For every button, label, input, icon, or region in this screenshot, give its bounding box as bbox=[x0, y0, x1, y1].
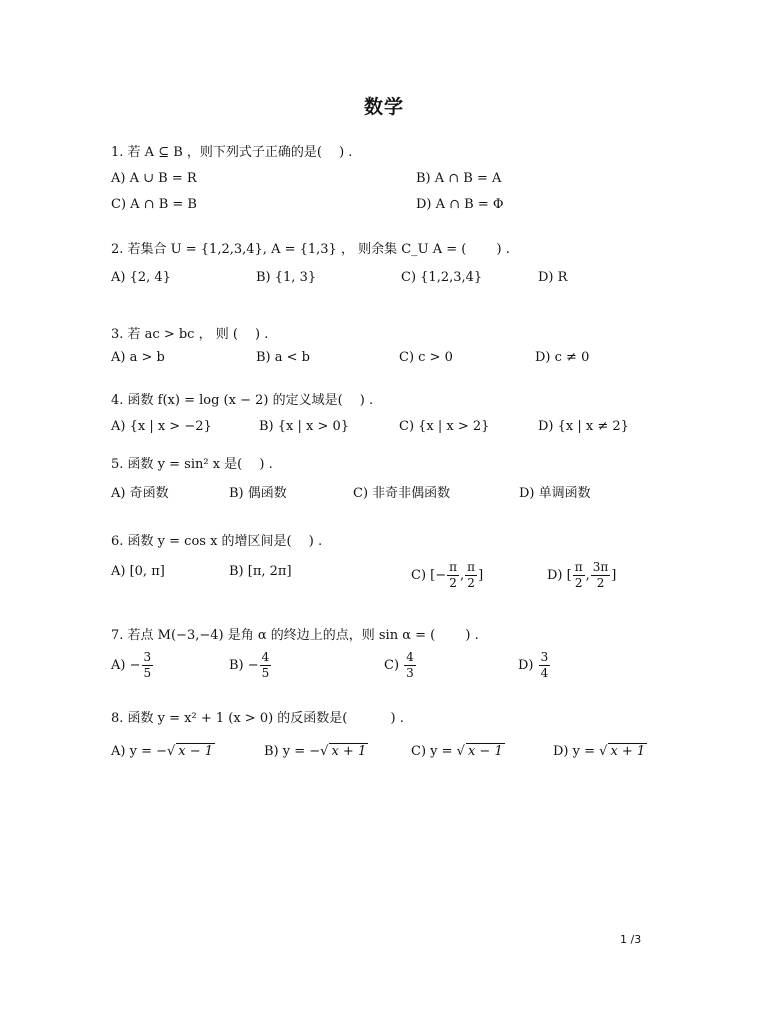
q6-option-c[interactable] bbox=[411, 560, 483, 591]
q8-option-c-prefix: C) y = bbox=[411, 744, 457, 759]
q7-option-a-label: A) − bbox=[111, 658, 141, 673]
q7-a-num: 3 bbox=[143, 650, 152, 664]
question-5-options bbox=[111, 482, 671, 504]
q4-option-a[interactable]: A) {x | x > −2} bbox=[111, 419, 212, 434]
q6-d-bracket-left: [ bbox=[566, 568, 572, 583]
q5-option-a[interactable]: A) 奇函数 bbox=[111, 486, 169, 501]
q3-option-d[interactable]: D) c ≠ 0 bbox=[535, 350, 590, 365]
q1-option-a[interactable]: A) A ∪ B = R bbox=[111, 171, 197, 186]
q6-d-num-1: π bbox=[574, 560, 583, 574]
sqrt-icon: √ bbox=[456, 744, 465, 759]
q7-d-num: 3 bbox=[540, 650, 549, 664]
question-4-stem: 4. 函数 f(x) = log (x − 2) 的定义域是( ) . bbox=[111, 393, 374, 408]
question-3-options bbox=[111, 350, 671, 372]
q6-option-d[interactable] bbox=[547, 560, 616, 591]
q6-c-den-2: 2 bbox=[467, 576, 475, 590]
q2-option-b[interactable]: B) {1, 3} bbox=[256, 270, 317, 285]
question-2-stem: 2. 若集合 U = {1,2,3,4}, A = {1,3} ， 则余集 C_U A = ( ) . bbox=[111, 242, 510, 257]
sqrt-icon: √ bbox=[320, 744, 329, 759]
q5-option-b[interactable]: B) 偶函数 bbox=[229, 486, 287, 501]
q7-b-den: 5 bbox=[261, 666, 270, 680]
question-4-options bbox=[111, 419, 671, 441]
q7-option-d[interactable] bbox=[518, 650, 551, 681]
q7-option-b-label: B) − bbox=[229, 658, 259, 673]
q7-option-d-label: D) bbox=[518, 658, 534, 673]
question-7-stem: 7. 若点 M(−3,−4) 是角 α 的终边上的点，则 sin α = ( ) . bbox=[111, 628, 479, 643]
question-8-options bbox=[111, 743, 671, 765]
q6-c-num-1: π bbox=[449, 560, 458, 574]
q7-c-num: 4 bbox=[406, 650, 414, 664]
q8-option-a-prefix: A) y = − bbox=[111, 744, 167, 759]
page-title: 数学 bbox=[363, 96, 404, 118]
q6-option-d-label: D) bbox=[547, 568, 563, 583]
q4-option-b[interactable]: B) {x | x > 0} bbox=[259, 419, 350, 434]
q2-option-a[interactable]: A) {2, 4} bbox=[111, 270, 171, 285]
q8-a-radicand: x − 1 bbox=[178, 744, 214, 759]
q3-option-c[interactable]: C) c > 0 bbox=[399, 350, 453, 365]
question-1-stem: 1. 若 A ⊆ B ，则下列式子正确的是( ) . bbox=[111, 145, 353, 160]
q8-option-b[interactable] bbox=[264, 743, 368, 759]
q6-c-num-2: π bbox=[467, 560, 476, 574]
question-1-options-row-1 bbox=[111, 171, 671, 193]
q6-c-comma: , bbox=[460, 568, 465, 583]
question-5-stem: 5. 函数 y = sin² x 是( ) . bbox=[111, 457, 273, 472]
q3-option-b[interactable]: B) a < b bbox=[256, 350, 310, 365]
q6-c-fraction-1 bbox=[447, 560, 459, 591]
q2-option-d[interactable]: D) R bbox=[538, 270, 568, 285]
page-number: 1 /3 bbox=[620, 933, 642, 946]
q8-option-d[interactable] bbox=[553, 743, 647, 759]
sqrt-icon: √ bbox=[167, 744, 176, 759]
q7-a-fraction bbox=[142, 650, 154, 681]
q6-c-fraction-2 bbox=[465, 560, 477, 591]
q5-option-c[interactable]: C) 非奇非偶函数 bbox=[353, 486, 451, 501]
q5-option-d[interactable]: D) 单调函数 bbox=[519, 486, 591, 501]
q7-option-a[interactable] bbox=[111, 650, 154, 681]
q8-option-d-prefix: D) y = bbox=[553, 744, 600, 759]
q7-option-b[interactable] bbox=[229, 650, 272, 681]
q6-option-c-label: C) bbox=[411, 568, 427, 583]
question-1-options-row-2 bbox=[111, 197, 671, 219]
q8-option-a[interactable] bbox=[111, 743, 215, 759]
q8-d-radicand: x + 1 bbox=[610, 744, 646, 759]
q7-b-fraction bbox=[260, 650, 272, 681]
q7-c-den: 3 bbox=[406, 666, 414, 680]
q7-d-den: 4 bbox=[540, 666, 549, 680]
q1-option-d[interactable]: D) A ∩ B = Φ bbox=[416, 197, 504, 212]
q7-c-fraction bbox=[404, 650, 416, 681]
q4-option-d[interactable]: D) {x | x ≠ 2} bbox=[538, 419, 629, 434]
q6-c-bracket-right: ] bbox=[478, 568, 484, 583]
q6-d-fraction-2 bbox=[591, 560, 611, 591]
q7-a-den: 5 bbox=[143, 666, 152, 680]
q4-option-c[interactable]: C) {x | x > 2} bbox=[399, 419, 490, 434]
q6-d-fraction-1 bbox=[573, 560, 585, 591]
q6-c-den-1: 2 bbox=[449, 576, 457, 590]
question-3-stem: 3. 若 ac > bc ， 则 ( ) . bbox=[111, 327, 269, 342]
q7-b-num: 4 bbox=[261, 650, 270, 664]
q7-option-c-label: C) bbox=[384, 658, 400, 673]
q6-d-num-2: 3π bbox=[592, 560, 609, 574]
question-6-stem: 6. 函数 y = cos x 的增区间是( ) . bbox=[111, 534, 323, 549]
question-6-options bbox=[111, 560, 671, 594]
question-7-options bbox=[111, 650, 671, 690]
q6-option-b[interactable]: B) [π, 2π] bbox=[229, 564, 292, 579]
q6-d-den-2: 2 bbox=[596, 576, 605, 590]
q1-option-c[interactable]: C) A ∩ B = B bbox=[111, 197, 197, 212]
q6-d-bracket-right: ] bbox=[611, 568, 617, 583]
q7-option-c[interactable] bbox=[384, 650, 417, 681]
q6-c-bracket-left: [− bbox=[430, 568, 447, 583]
q1-option-b[interactable]: B) A ∩ B = A bbox=[416, 171, 502, 186]
question-2-options bbox=[111, 270, 671, 292]
q7-d-fraction bbox=[539, 650, 551, 681]
q8-option-c[interactable] bbox=[411, 743, 505, 759]
q8-b-radicand: x + 1 bbox=[331, 744, 367, 759]
q6-d-den-1: 2 bbox=[574, 576, 583, 590]
q6-d-comma: , bbox=[585, 568, 590, 583]
q3-option-a[interactable]: A) a > b bbox=[111, 350, 165, 365]
q6-option-a[interactable]: A) [0, π] bbox=[111, 564, 165, 579]
sqrt-icon: √ bbox=[599, 744, 608, 759]
q2-option-c[interactable]: C) {1,2,3,4} bbox=[401, 270, 483, 285]
q8-c-radicand: x − 1 bbox=[467, 744, 503, 759]
question-8-stem: 8. 函数 y = x² + 1 (x > 0) 的反函数是( ) . bbox=[111, 711, 404, 726]
q8-option-b-prefix: B) y = − bbox=[264, 744, 321, 759]
